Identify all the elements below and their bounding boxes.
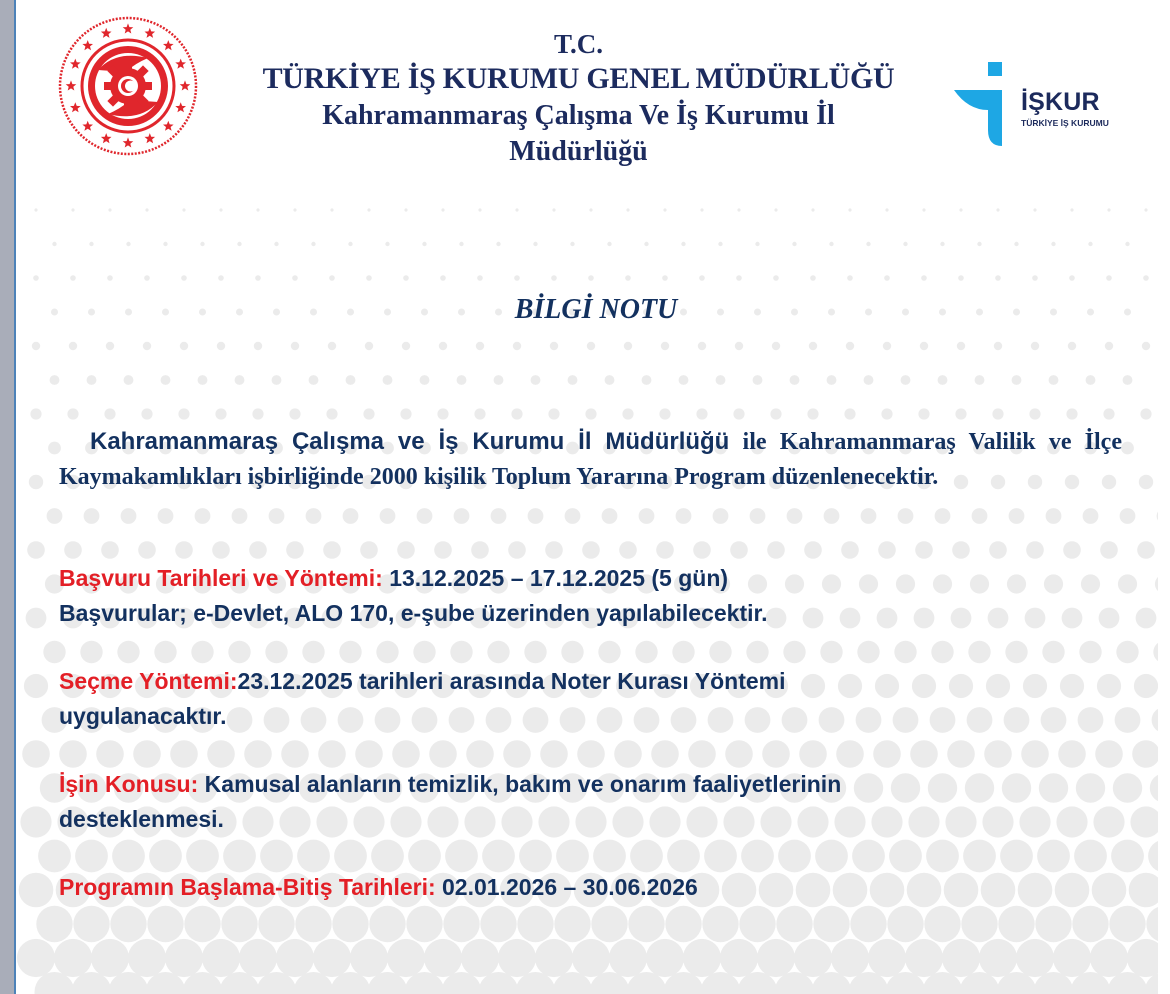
section-application-dates: [59, 561, 1122, 631]
ministry-seal-icon: [56, 14, 200, 158]
section-work-subject: [59, 767, 1009, 837]
section-label: Programın Başlama-Bitiş Tarihleri:: [59, 874, 436, 900]
section-value: 02.01.2026 – 30.06.2026: [435, 874, 698, 900]
header-line-provincial: Kahramanmaraş Çalışma Ve İş Kurumu İl: [322, 100, 835, 131]
section-label: İşin Konusu:: [59, 771, 199, 797]
intro-paragraph: [59, 424, 1122, 495]
iskur-logo-icon: [954, 60, 1014, 146]
section-program-dates: [59, 870, 1122, 905]
header-line-general-directorate: TÜRKİYE İŞ KURUMU GENEL MÜDÜRLÜĞÜ: [262, 62, 895, 95]
header-line-directorate: Müdürlüğü: [509, 136, 648, 167]
section-value: 23.12.2025 tarihleri arasında Noter Kurası Yöntemi uygulanacaktır.: [59, 668, 786, 729]
section-label: Seçme Yöntemi:: [59, 668, 238, 694]
section-value: 13.12.2025 – 17.12.2025 (5 gün): [382, 565, 729, 591]
section-extra: Başvurular; e-Devlet, ALO 170, e-şube üzerinden yapılabilecektir.: [59, 600, 768, 626]
section-value: Kamusal alanların temizlik, bakım ve onarım faaliyetlerinin desteklenmesi.: [59, 771, 842, 832]
iskur-logo: [954, 60, 1134, 146]
header-line-tc: T.C.: [553, 29, 603, 59]
document-title: BİLGİ NOTU: [514, 294, 678, 325]
intro-text: ile Kahramanmaraş Valilik ve İlçe Kaymakamlıkları işbirliğinde 2000 kişilik Toplum Yararına Program düzenlenecektir.: [59, 429, 1122, 490]
section-label: Başvuru Tarihleri ve Yöntemi:: [59, 565, 383, 591]
document-page: [16, 0, 1158, 994]
institution-header: [236, 28, 921, 170]
left-margin-strip: [0, 0, 14, 994]
iskur-wordmark: İŞKUR: [1021, 88, 1100, 116]
intro-institution-name: Kahramanmaraş Çalışma ve İş Kurumu İl Müdürlüğü: [90, 428, 730, 455]
section-selection-method: [59, 664, 939, 734]
iskur-subtitle: TÜRKİYE İŞ KURUMU: [1021, 118, 1109, 128]
